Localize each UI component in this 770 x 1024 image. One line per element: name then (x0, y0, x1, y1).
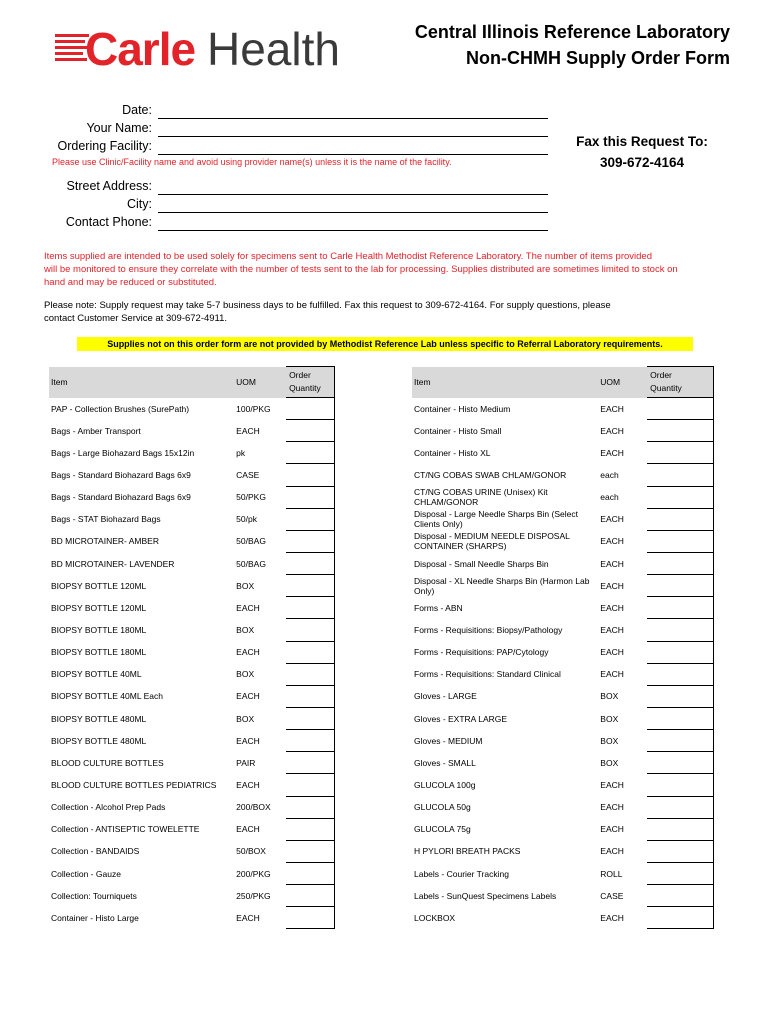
item-cell: Forms - Requisitions: Standard Clinical (414, 669, 561, 680)
table-row (49, 840, 335, 862)
order-quantity-input[interactable] (647, 442, 714, 464)
table-row (412, 597, 714, 619)
fax-number: 309-672-4164 (599, 155, 685, 170)
uom-cell: EACH (236, 735, 260, 746)
logo-health-text: Health (207, 23, 340, 75)
order-quantity-input[interactable] (647, 508, 714, 530)
order-quantity-input[interactable] (647, 420, 714, 442)
table-row (412, 907, 714, 929)
item-cell: BIOPSY BOTTLE 180ML (51, 624, 147, 635)
item-cell: Gloves - SMALL (414, 757, 476, 768)
order-quantity-input[interactable] (647, 818, 714, 840)
uom-cell: PAIR (236, 757, 256, 768)
order-quantity-input[interactable] (647, 641, 714, 663)
item-header: Item (49, 367, 234, 398)
uom-cell: EACH (600, 624, 624, 635)
uom-cell: EACH (600, 647, 624, 658)
order-quantity-header (647, 367, 714, 398)
order-quantity-input[interactable] (647, 464, 714, 486)
item-cell: GLUCOLA 50g (414, 802, 471, 813)
order-quantity-input[interactable] (286, 641, 335, 663)
uom-cell: EACH (600, 846, 624, 857)
order-quantity-input[interactable] (286, 752, 335, 774)
uom-cell: EACH (600, 802, 624, 813)
table-row (412, 420, 714, 442)
order-quantity-input[interactable] (286, 730, 335, 752)
uom-cell: 250/PKG (236, 890, 271, 901)
uom-cell: BOX (600, 757, 619, 768)
item-cell: GLUCOLA 75g (414, 824, 471, 835)
item-cell: Collection - ANTISEPTIC TOWELETTE (51, 824, 200, 835)
uom-cell: pk (236, 447, 246, 458)
item-cell: BIOPSY BOTTLE 120ML (51, 580, 147, 591)
item-cell: BLOOD CULTURE BOTTLES (51, 757, 164, 768)
order-quantity-input[interactable] (286, 552, 335, 574)
table-row (412, 663, 714, 685)
order-quantity-input[interactable] (286, 597, 335, 619)
item-cell: Disposal - XL Needle Sharps Bin (Harmon Lab Only) (414, 575, 590, 596)
order-quantity-input[interactable] (286, 862, 335, 884)
order-quantity-input[interactable] (647, 486, 714, 508)
order-quantity-input[interactable] (647, 885, 714, 907)
table-header-row (412, 367, 714, 398)
item-cell: BIOPSY BOTTLE 40ML (51, 669, 142, 680)
table-row (49, 885, 335, 907)
uom-cell: EACH (600, 824, 624, 835)
supply-table-left (48, 366, 335, 929)
table-row (49, 752, 335, 774)
item-header: Item (412, 367, 598, 398)
item-cell: Gloves - LARGE (414, 691, 477, 702)
order-quantity-input[interactable] (647, 530, 714, 552)
uom-cell: EACH (236, 602, 260, 613)
form-title: Non-CHMH Supply Order Form (466, 48, 730, 68)
item-cell: GLUCOLA 100g (414, 779, 476, 790)
table-row (49, 486, 335, 508)
item-cell: Gloves - MEDIUM (414, 735, 483, 746)
table-row (412, 707, 714, 729)
order-quantity-input[interactable] (286, 575, 335, 597)
item-cell: Collection - Alcohol Prep Pads (51, 802, 166, 813)
order-quantity-input[interactable] (286, 685, 335, 707)
order-quantity-input[interactable] (286, 774, 335, 796)
uom-cell: EACH (600, 580, 624, 591)
order-quantity-input[interactable] (286, 486, 335, 508)
uom-cell: each (600, 469, 619, 480)
usage-notice-line3: hand and may be reduced or substituted. (44, 277, 217, 288)
item-cell: Forms - Requisitions: PAP/Cytology (414, 647, 549, 658)
item-cell: CT/NG COBAS SWAB CHLAM/GONOR (414, 469, 567, 480)
table-row (412, 796, 714, 818)
order-quantity-input[interactable] (647, 552, 714, 574)
table-row (49, 575, 335, 597)
uom-cell: BOX (600, 691, 619, 702)
uom-cell: EACH (600, 669, 624, 680)
item-cell: Bags - Amber Transport (51, 425, 141, 436)
uom-cell: BOX (236, 580, 255, 591)
uom-cell: 100/PKG (236, 403, 271, 414)
table-row (412, 885, 714, 907)
city-label: City: (127, 197, 152, 211)
uom-cell: CASE (600, 890, 624, 901)
order-quantity-input[interactable] (647, 685, 714, 707)
order-quantity-input[interactable] (647, 619, 714, 641)
street-address-field[interactable] (158, 194, 548, 195)
item-cell: H PYLORI BREATH PACKS (414, 846, 521, 857)
table-row (49, 552, 335, 574)
order-quantity-input[interactable] (647, 730, 714, 752)
order-quantity-input[interactable] (286, 907, 335, 929)
supply-table-right (411, 366, 714, 929)
table-row (412, 619, 714, 641)
order-quantity-header (286, 367, 335, 398)
item-cell: BLOOD CULTURE BOTTLES PEDIATRICS (51, 779, 217, 790)
table-row (412, 508, 714, 530)
contact-phone-label: Contact Phone: (65, 215, 152, 229)
order-quantity-input[interactable] (286, 818, 335, 840)
uom-cell: 50/BAG (236, 558, 266, 569)
table-row (412, 442, 714, 464)
order-quantity-input[interactable] (647, 862, 714, 884)
order-quantity-input[interactable] (647, 597, 714, 619)
uom-cell: EACH (600, 447, 624, 458)
uom-cell: EACH (600, 779, 624, 790)
item-cell: Forms - Requisitions: Biopsy/Pathology (414, 624, 563, 635)
order-quantity-input[interactable] (286, 442, 335, 464)
order-quantity-input[interactable] (286, 619, 335, 641)
item-cell: Collection - BANDAIDS (51, 846, 140, 857)
order-quantity-input[interactable] (647, 663, 714, 685)
item-cell: Disposal - Large Needle Sharps Bin (Select Clients Only) (414, 509, 578, 530)
table-row (49, 818, 335, 840)
table-row (412, 575, 714, 597)
logo-carle-text: Carle (85, 23, 196, 75)
supplies-banner: Supplies not on this order form are not provided by Methodist Reference Lab unless specific to Referral Laboratory requirements. (77, 337, 693, 351)
item-cell: Bags - Large Biohazard Bags 15x12in (51, 447, 195, 458)
ordering-facility-field[interactable] (158, 154, 548, 155)
uom-cell: EACH (236, 824, 260, 835)
order-quantity-input[interactable] (647, 774, 714, 796)
order-quantity-input[interactable] (286, 398, 335, 420)
item-cell: Container - Histo Small (414, 425, 502, 436)
order-quantity-input[interactable] (286, 420, 335, 442)
uom-cell: EACH (236, 425, 260, 436)
table-row (412, 774, 714, 796)
item-cell: Container - Histo Large (51, 912, 139, 923)
table-row (49, 597, 335, 619)
item-cell: PAP - Collection Brushes (SurePath) (51, 403, 190, 414)
table-row (412, 862, 714, 884)
order-quantity-input[interactable] (286, 707, 335, 729)
uom-cell: 50/pk (236, 514, 257, 525)
date-field[interactable] (158, 118, 548, 119)
uom-cell: EACH (236, 779, 260, 790)
uom-cell: 50/BOX (236, 846, 266, 857)
uom-cell: 200/BOX (236, 802, 271, 813)
table-row (49, 442, 335, 464)
item-cell: BIOPSY BOTTLE 40ML Each (51, 691, 163, 702)
lab-title: Central Illinois Reference Laboratory (414, 22, 730, 42)
order-quantity-header-line2: Quantity (289, 383, 321, 393)
table-row (412, 552, 714, 574)
uom-cell: EACH (236, 691, 260, 702)
order-quantity-input[interactable] (286, 464, 335, 486)
table-row (412, 530, 714, 552)
table-row (49, 774, 335, 796)
item-cell: Disposal - MEDIUM NEEDLE DISPOSAL CONTAINER (SHARPS) (414, 531, 570, 552)
contact-phone-field[interactable] (158, 230, 548, 231)
table-row (49, 796, 335, 818)
table-row (412, 685, 714, 707)
uom-cell: 200/PKG (236, 868, 271, 879)
uom-cell: EACH (600, 602, 624, 613)
table-row (49, 420, 335, 442)
item-cell: Bags - STAT Biohazard Bags (51, 514, 161, 525)
order-quantity-input[interactable] (286, 663, 335, 685)
table-row (49, 464, 335, 486)
item-cell: Gloves - EXTRA LARGE (414, 713, 508, 724)
table-row (412, 730, 714, 752)
table-header-row (49, 367, 335, 398)
uom-cell: 50/PKG (236, 492, 266, 503)
uom-cell: EACH (600, 912, 624, 923)
uom-cell: EACH (600, 403, 624, 414)
uom-cell: CASE (236, 469, 260, 480)
order-quantity-header-line2: Quantity (650, 383, 682, 393)
item-cell: BIOPSY BOTTLE 480ML (51, 735, 147, 746)
item-cell: Container - Histo Medium (414, 403, 511, 414)
table-row (412, 840, 714, 862)
uom-cell: EACH (236, 912, 260, 923)
item-cell: BIOPSY BOTTLE 180ML (51, 647, 147, 658)
item-cell: Forms - ABN (414, 602, 463, 613)
your-name-field[interactable] (158, 136, 548, 137)
order-quantity-input[interactable] (647, 752, 714, 774)
uom-cell: ROLL (600, 868, 623, 879)
your-name-label: Your Name: (86, 121, 152, 135)
uom-cell: EACH (600, 514, 624, 525)
order-quantity-input[interactable] (647, 398, 714, 420)
ordering-facility-label: Ordering Facility: (57, 139, 152, 153)
uom-header: UOM (234, 367, 286, 398)
uom-cell: EACH (600, 558, 624, 569)
table-row (49, 398, 335, 420)
facility-note: Please use Clinic/Facility name and avoid using provider name(s) unless it is the name of the facility. (52, 157, 452, 167)
table-row (49, 862, 335, 884)
date-label: Date: (122, 103, 152, 117)
item-cell: Labels - SunQuest Specimens Labels (414, 890, 557, 901)
order-quantity-input[interactable] (647, 707, 714, 729)
table-row (49, 685, 335, 707)
table-row (412, 398, 714, 420)
carle-health-logo (55, 23, 350, 75)
item-cell: BD MICROTAINER- AMBER (51, 536, 159, 547)
order-quantity-input[interactable] (647, 575, 714, 597)
item-cell: BIOPSY BOTTLE 120ML (51, 602, 147, 613)
order-quantity-input[interactable] (647, 840, 714, 862)
uom-cell: EACH (600, 536, 624, 547)
logo-stripes-icon (55, 34, 89, 66)
table-row (49, 663, 335, 685)
order-quantity-input[interactable] (647, 907, 714, 929)
table-row (412, 464, 714, 486)
order-quantity-header-line1: Order (289, 370, 311, 380)
item-cell: Labels - Courier Tracking (414, 868, 509, 879)
item-cell: CT/NG COBAS URINE (Unisex) Kit CHLAM/GONOR (414, 487, 548, 508)
order-quantity-input[interactable] (286, 796, 335, 818)
usage-notice-line1: Items supplied are intended to be used solely for specimens sent to Carle Health Methodist Reference Laboratory. The number of items provided (44, 251, 652, 262)
order-quantity-input[interactable] (647, 796, 714, 818)
uom-cell: each (600, 492, 619, 503)
fulfillment-note-line2: contact Customer Service at 309-672-4911. (44, 313, 228, 324)
usage-notice-line2: will be monitored to ensure they correlate with the number of tests sent to the lab for processing. Supplies distributed are sometimes limited to stock on (44, 264, 678, 275)
street-address-label: Street Address: (66, 179, 152, 193)
order-quantity-input[interactable] (286, 508, 335, 530)
uom-cell: BOX (600, 713, 619, 724)
uom-cell: BOX (236, 669, 255, 680)
order-quantity-input[interactable] (286, 530, 335, 552)
city-field[interactable] (158, 212, 548, 213)
table-row (49, 730, 335, 752)
item-cell: BD MICROTAINER- LAVENDER (51, 558, 175, 569)
order-quantity-input[interactable] (286, 840, 335, 862)
table-row (49, 707, 335, 729)
item-cell: BIOPSY BOTTLE 480ML (51, 713, 147, 724)
uom-cell: BOX (236, 713, 255, 724)
table-row (49, 907, 335, 929)
order-quantity-input[interactable] (286, 885, 335, 907)
table-row (49, 530, 335, 552)
fax-label: Fax this Request To: (576, 134, 708, 149)
table-row (49, 619, 335, 641)
uom-cell: EACH (600, 425, 624, 436)
table-row (412, 641, 714, 663)
table-row (412, 752, 714, 774)
uom-cell: BOX (236, 624, 255, 635)
uom-cell: BOX (600, 735, 619, 746)
uom-cell: EACH (236, 647, 260, 658)
table-row (49, 508, 335, 530)
item-cell: Bags - Standard Biohazard Bags 6x9 (51, 492, 191, 503)
item-cell: Container - Histo XL (414, 447, 491, 458)
item-cell: Collection: Tourniquets (51, 890, 137, 901)
uom-header: UOM (598, 367, 647, 398)
table-row (412, 818, 714, 840)
fulfillment-note-line1: Please note: Supply request may take 5-7 business days to be fulfilled. Fax this request to 309-672-4164. For supply questions, please (44, 300, 611, 311)
item-cell: LOCKBOX (414, 912, 456, 923)
table-row (412, 486, 714, 508)
item-cell: Disposal - Small Needle Sharps Bin (414, 558, 549, 569)
table-row (49, 641, 335, 663)
order-quantity-header-line1: Order (650, 370, 672, 380)
item-cell: Bags - Standard Biohazard Bags 6x9 (51, 469, 191, 480)
uom-cell: 50/BAG (236, 536, 266, 547)
item-cell: Collection - Gauze (51, 868, 121, 879)
